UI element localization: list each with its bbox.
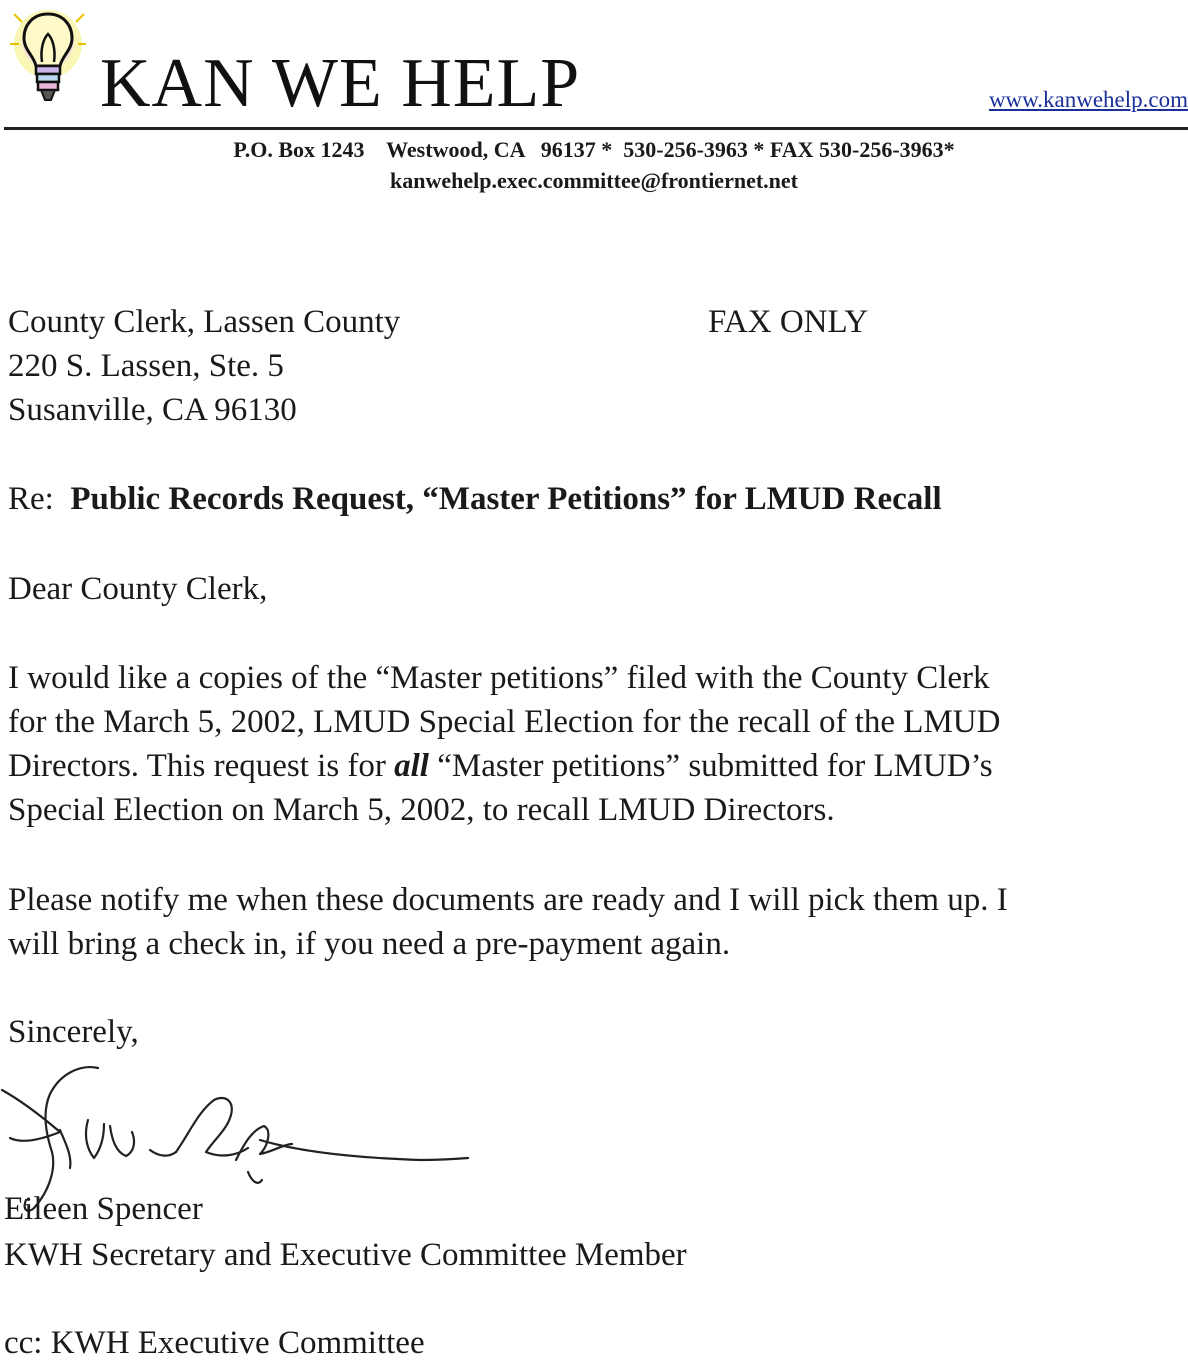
recipient-line-3: Susanville, CA 96130 <box>8 392 297 428</box>
subject-line <box>8 477 942 521</box>
signer-name: Eileen Spencer <box>4 1191 203 1227</box>
website-link[interactable]: www.kanwehelp.com <box>988 87 1188 112</box>
body-paragraph-1 <box>8 656 1000 832</box>
recipient-address <box>8 300 400 432</box>
paragraph-2-line-2: will bring a check in, if you need a pre-payment again. <box>8 926 731 962</box>
paragraph-1-line-1: I would like a copies of the “Master petitions” filed with the County Clerk <box>8 660 990 696</box>
cc-line: cc: KWH Executive Committee <box>4 1325 425 1361</box>
paragraph-1-line-3 <box>8 744 1000 788</box>
salutation: Dear County Clerk, <box>8 571 268 607</box>
lightbulb-icon <box>8 4 94 114</box>
signer-title: KWH Secretary and Executive Committee Member <box>4 1237 687 1273</box>
paragraph-2-line-1: Please notify me when these documents are ready and I will pick them up. I <box>8 882 1008 918</box>
paragraph-1-line-2: for the March 5, 2002, LMUD Special Election for the recall of the LMUD <box>8 704 1001 740</box>
header-divider <box>4 127 1188 130</box>
emphasis-all: all <box>394 748 429 784</box>
paragraph-1-line-3-start: Directors. This request is for <box>8 748 395 784</box>
recipient-line-2: 220 S. Lassen, Ste. 5 <box>8 348 284 384</box>
delivery-note: FAX ONLY <box>708 304 869 340</box>
paragraph-1-line-3-end: “Master petitions” submitted for LMUD’s <box>428 748 993 784</box>
paragraph-1-line-4: Special Election on March 5, 2002, to recall LMUD Directors. <box>8 792 835 828</box>
header-email: kanwehelp.exec.committee@frontiernet.net <box>390 168 798 193</box>
recipient-line-1: County Clerk, Lassen County <box>8 304 401 340</box>
header-address-line: P.O. Box 1243 Westwood, CA 96137 * 530-256-3963 * FAX 530-256-3963* <box>233 137 955 162</box>
subject-text: Public Records Request, “Master Petitions” for LMUD Recall <box>70 481 942 517</box>
body-paragraph-2 <box>8 878 1008 966</box>
closing: Sincerely, <box>8 1014 139 1050</box>
subject-prefix: Re: <box>8 481 54 517</box>
organization-name: KAN WE HELP <box>100 45 581 122</box>
